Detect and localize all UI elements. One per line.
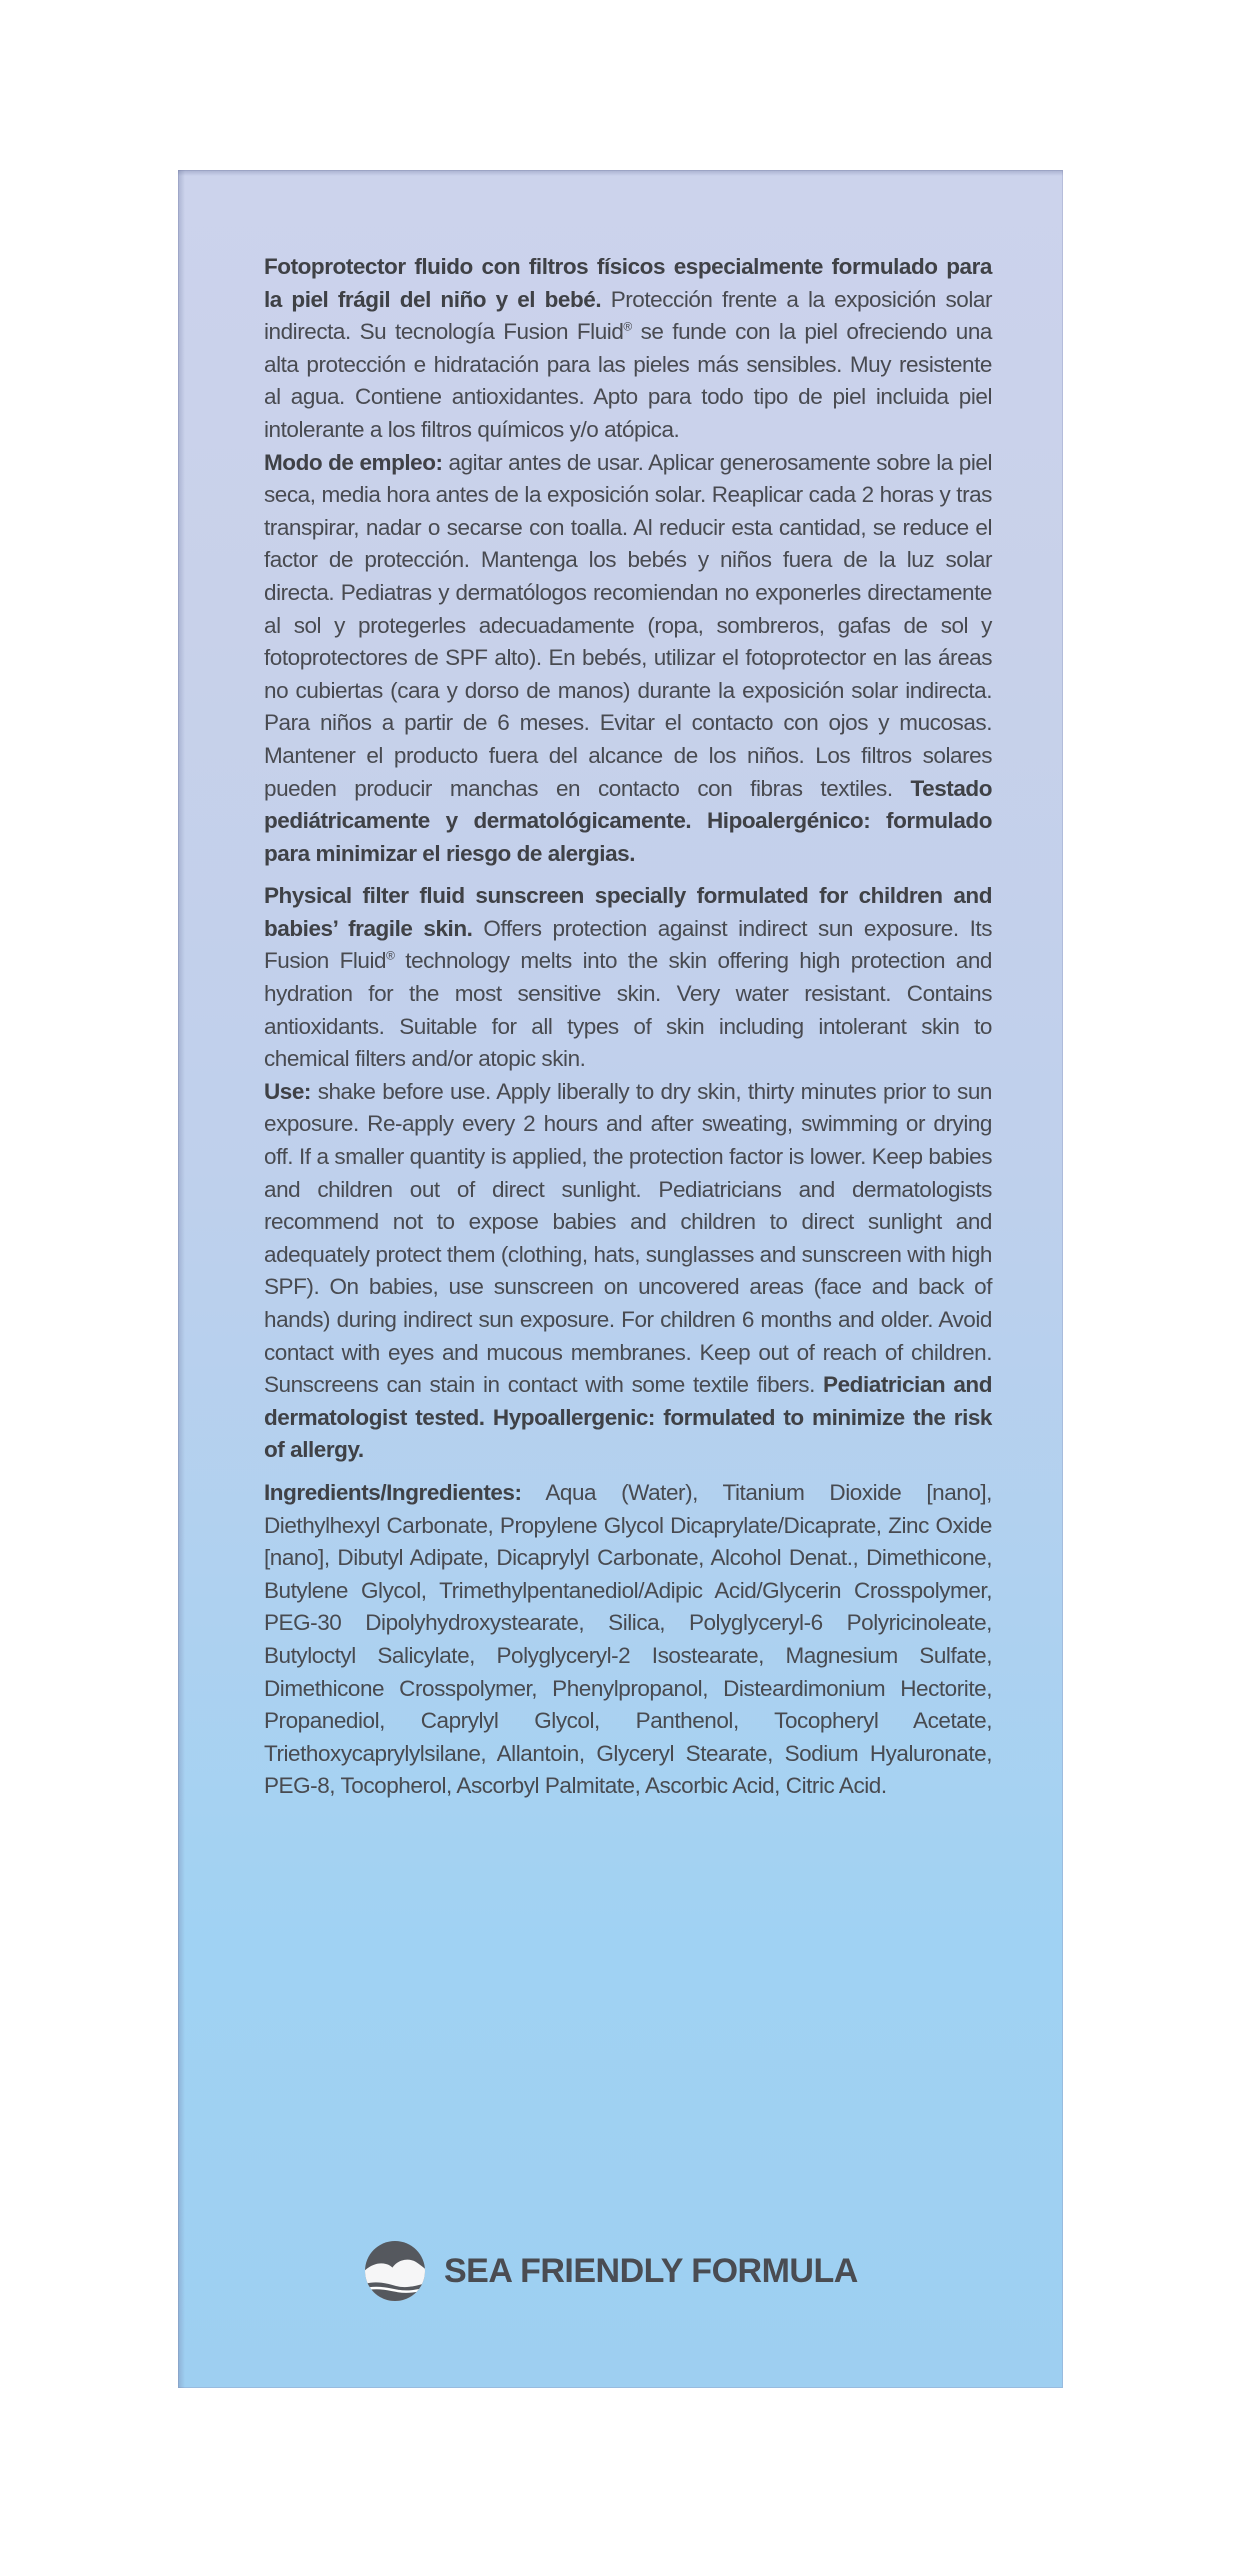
spanish-usage: [264, 447, 992, 871]
english-intro: [264, 880, 992, 1076]
spanish-usage-label: Modo de empleo:: [264, 449, 443, 475]
logo-text: SEA FRIENDLY FORMULA: [444, 2251, 858, 2290]
english-usage-label: Use:: [264, 1078, 311, 1104]
product-description: [264, 251, 992, 1803]
spanish-tested-text: Testado pediátricamente y dermatológicamente. Hipoalergénico: formulado para minimizar el riesgo de alergias.: [264, 775, 992, 866]
english-usage-text: shake before use. Apply liberally to dry skin, thirty minutes prior to sun exposure. Re-apply every 2 hours and after sweating, swimming or drying off. If a smaller quantity is applied, the protection factor is lower. Keep babies and children out of direct sunlight. Pediatricians and dermatologists recommend not to expose babies and children to direct sunlight and adequately protect them (clothing, hats, sunglasses and sunscreen with high SPF). On babies, use sunscreen on uncovered areas (face and back of hands) during indirect sun exposure. For children 6 months and older. Avoid contact with eyes and mucous membranes. Keep out of reach of children. Sunscreens can stain in contact with some textile fibers.: [264, 1078, 992, 1398]
english-usage: [264, 1076, 992, 1467]
spanish-intro-text-a: Protección frente a la exposición solar indirecta. Su tecnología Fusion Fluid: [264, 286, 992, 345]
ingredients-label: Ingredients/Ingredientes:: [264, 1479, 522, 1505]
spanish-intro-heading: Fotoprotector fluido con filtros físicos especialmente formulado para la piel frágil del niño y el bebé.: [264, 254, 992, 312]
english-tested-text: Pediatrician and dermatologist tested. Hypoallergenic: formulated to minimize the risk of allergy.: [264, 1372, 992, 1463]
spanish-intro-text-b: se funde con la piel ofreciendo una alta protección e hidratación para las pieles más sensibles. Muy resistente al agua. Contiene antioxidantes. Apto para todo tipo de piel incluida piel intolerante a los filtros químicos y/o atópica.: [264, 319, 992, 442]
wave-circle-icon: [364, 2240, 426, 2302]
spanish-intro: [264, 251, 992, 447]
box-top-shadow: [178, 170, 1063, 176]
registered-mark: ®: [386, 948, 395, 963]
spanish-usage-text: agitar antes de usar. Aplicar generosamente sobre la piel seca, media hora antes de la exposición solar. Reaplicar cada 2 horas y tras transpirar, nadar o secarse con toalla. Al reducir esta cantidad, se reduce el factor de protección. Mantenga los bebés y niños fuera de la luz solar directa. Pediatras y dermatólogos recomiendan no exponerles directamente al sol y protegerles adecuadamente (ropa, sombreros, gafas de sol y fotoprotectores de SPF alto). En bebés, utilizar el fotoprotector en las áreas no cubiertas (cara y dorso de manos) durante la exposición solar indirecta. Para niños a partir de 6 meses. Evitar el contacto con ojos y mucosas. Mantener el producto fuera del alcance de los niños. Los filtros solares pueden producir manchas en contacto con fibras textiles.: [264, 449, 992, 801]
box-edge-shadow: [178, 170, 185, 2388]
sea-friendly-logo: [364, 2240, 858, 2302]
ingredients-list: [264, 1477, 992, 1803]
registered-mark: ®: [623, 319, 632, 334]
product-box-panel: [178, 170, 1063, 2388]
english-intro-text-b: technology melts into the skin offering high protection and hydration for the most sensitive skin. Very water resistant. Contains antioxidants. Suitable for all types of skin including intolerant skin to chemical filters and/or atopic skin.: [264, 948, 992, 1072]
ingredients-text: Aqua (Water), Titanium Dioxide [nano], Diethylhexyl Carbonate, Propylene Glycol Dicaprylate/Dicaprate, Zinc Oxide [nano], Dibutyl Adipate, Dicaprylyl Carbonate, Alcohol Denat., Dimethicone, Butylene Glycol, Trimethylpentanediol/Adipic Acid/Glycerin Crosspolymer, PEG-30 Dipolyhydroxystearate, Silica, Polyglyceryl-6 Polyricinoleate, Butyloctyl Salicylate, Polyglyceryl-2 Isostearate, Magnesium Sulfate, Dimethicone Crosspolymer, Phenylpropanol, Disteardimonium Hectorite, Propanediol, Caprylyl Glycol, Panthenol, Tocopheryl Acetate, Triethoxycaprylylsilane, Allantoin, Glyceryl Stearate, Sodium Hyaluronate, PEG-8, Tocopherol, Ascorbyl Palmitate, Ascorbic Acid, Citric Acid.: [264, 1479, 992, 1799]
english-intro-heading: Physical filter fluid sunscreen specially formulated for children and babies’ fragile skin.: [264, 883, 992, 941]
english-intro-text-a: Offers protection against indirect sun exposure. Its Fusion Fluid: [264, 915, 993, 974]
